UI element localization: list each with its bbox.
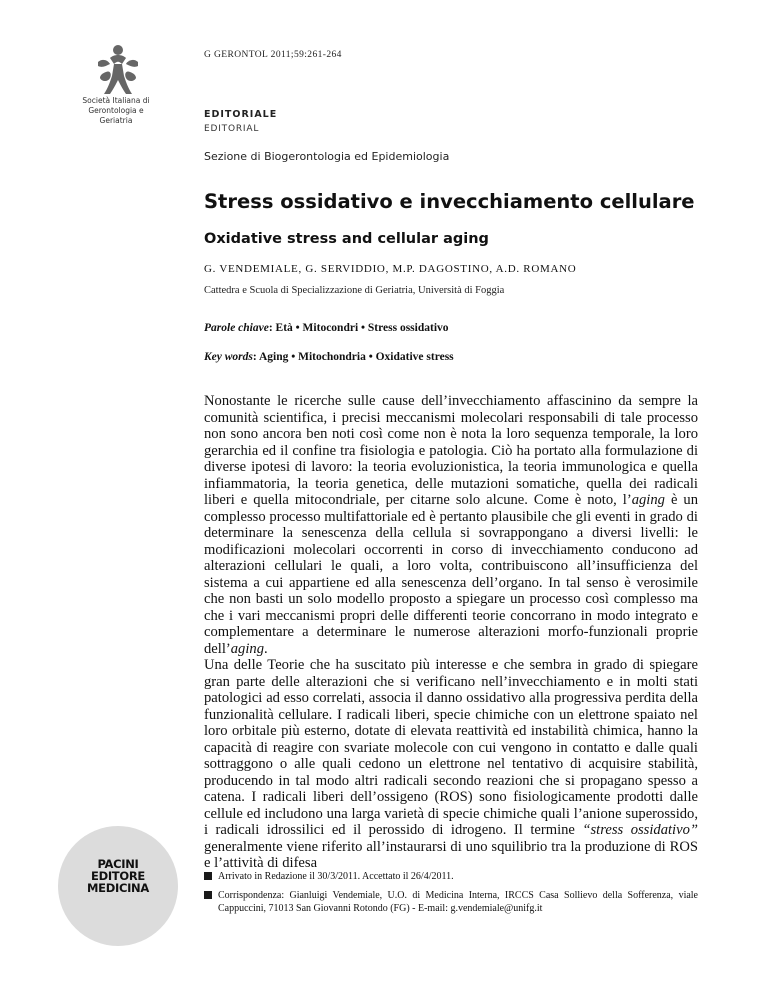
section-label-italian: EDITORIALE (204, 109, 278, 120)
body-text-segment: Una delle Teorie che ha suscitato più interesse e che sembra in grado di spiegare gran parte delle alterazioni che si verificano nell’invecchiamento e in molti stati patologici ad esso correlati, associa il danno ossidativo alla progressiva perdita della funzionalità cellulare. I radicali liberi, specie chimiche con un elettrone spaiato nel loro orbitale più esterno, dotate di elevata reattività ed instabilità chimica, hanno la capacità di reagire con svariate molecole con cui vengono in contatto e dalle quali sottraggono o alle quali cedono un elettrone nel tentativo di acquisire stabilità, producendo in tal modo altri radicali secondo reazioni che si propagano spesso a catena. I radicali liberi dell’ossigeno (ROS) sono fisiologicamente prodotti dalle cellule ed includono una larga varietà di specie chimiche quali l’anione superossido, i radicali idrossilici ed il perossido di idrogeno. Il termine (204, 657, 698, 838)
keywords-english (204, 351, 454, 363)
footnote-correspondence-text: Corrispondenza: Gianluigi Vendemiale, U.O. di Medicina Interna, IRCCS Casa Sollievo della Sofferenza, viale Cappuccini, 71013 San Giovanni Rotondo (FG) - E-mail: g.vendemiale@unifg.it (218, 890, 698, 914)
article-title-english: Oxidative stress and cellular aging (204, 231, 489, 247)
body-text-segment: . (264, 640, 268, 657)
publisher-logo (58, 826, 178, 946)
footnote-correspondence (204, 889, 698, 915)
body-text (204, 393, 698, 872)
keywords-italian-terms: : Età • Mitocondri • Stress ossidativo (268, 322, 449, 334)
affiliation: Cattedra e Scuola di Specializzazione di Geriatria, Università di Foggia (204, 285, 505, 296)
body-text-segment: generalmente viene riferito all’instaurarsi di uno squilibrio tra la produzione di ROS e l’attività di difesa (204, 838, 698, 871)
body-paragraph-1 (204, 393, 698, 657)
article-title-italian: Stress ossidativo e invecchiamento cellulare (204, 190, 695, 213)
body-italic-term: aging (631, 492, 665, 508)
journal-reference: G GERONTOL 2011;59:261-264 (204, 50, 342, 60)
keywords-english-terms: : Aging • Mitochondria • Oxidative stress (252, 351, 454, 363)
body-italic-term: aging (230, 640, 264, 657)
body-text-segment: Nonostante le ricerche sulle cause dell’invecchiamento affascinino da sempre la comunità scientifica, i precisi meccanismi molecolari responsabili di tale processo non sono ancora ben noti così come non è nota la loro sequenza temporale, la loro gerarchia ed il confine tra fisiologia e patologia. Ciò ha portato alla formulazione di diverse ipotesi di lavoro: la teoria evoluzionistica, la teoria immunologica e quella infiammatoria, la teoria genetica, delle mutazioni somatiche, quella dei radicali liberi e quella mitocondriale, per citarne solo alcune. Come è noto, l’ (204, 393, 698, 508)
bullet-square-icon (204, 872, 212, 880)
publisher-name: PACINI EDITORE MEDICINA (87, 857, 149, 895)
body-text-segment: è un complesso processo multifattoriale ed è pertanto plausibile che gli eventi in grado di determinare la senescenza della cellula si sovrappongano a diversi livelli: le modificazioni molecolari occorrenti in corso di invecchiamento conducono ad alterazioni cellulari le quali, a loro volta, contribuiscono all’insufficienza del sistema a cui appartiene ed alla senescenza dell’organo. In tal senso è verosimile che non basti un solo modello proposto a spiegare un processo così complesso ma che i vari meccanismi propri delle differenti teorie concorrano in modo integrato e complementare a determinare le numerose alterazioni morfo-funzionali proprie dell’ (204, 492, 698, 657)
society-name: Società Italiana di Gerontologia e Geriatria (82, 96, 150, 125)
footnote-received-text: Arrivato in Redazione il 30/3/2011. Accettato il 26/4/2011. (218, 871, 454, 882)
keywords-english-label: Key words (204, 351, 253, 363)
section-label-english: EDITORIAL (204, 124, 260, 134)
bullet-square-icon (204, 891, 212, 899)
footnote-received (204, 870, 698, 883)
keywords-italian-label: Parole chiave (204, 322, 269, 334)
body-paragraph-2 (204, 657, 698, 871)
authors: G. VENDEMIALE, G. SERVIDDIO, M.P. DAGOSTINO, A.D. ROMANO (204, 263, 577, 275)
body-italic-term: “stress ossidativo” (582, 822, 699, 838)
subsection-label: Sezione di Biogerontologia ed Epidemiologia (204, 150, 450, 163)
society-logo-icon (88, 44, 148, 96)
keywords-italian (204, 322, 449, 334)
